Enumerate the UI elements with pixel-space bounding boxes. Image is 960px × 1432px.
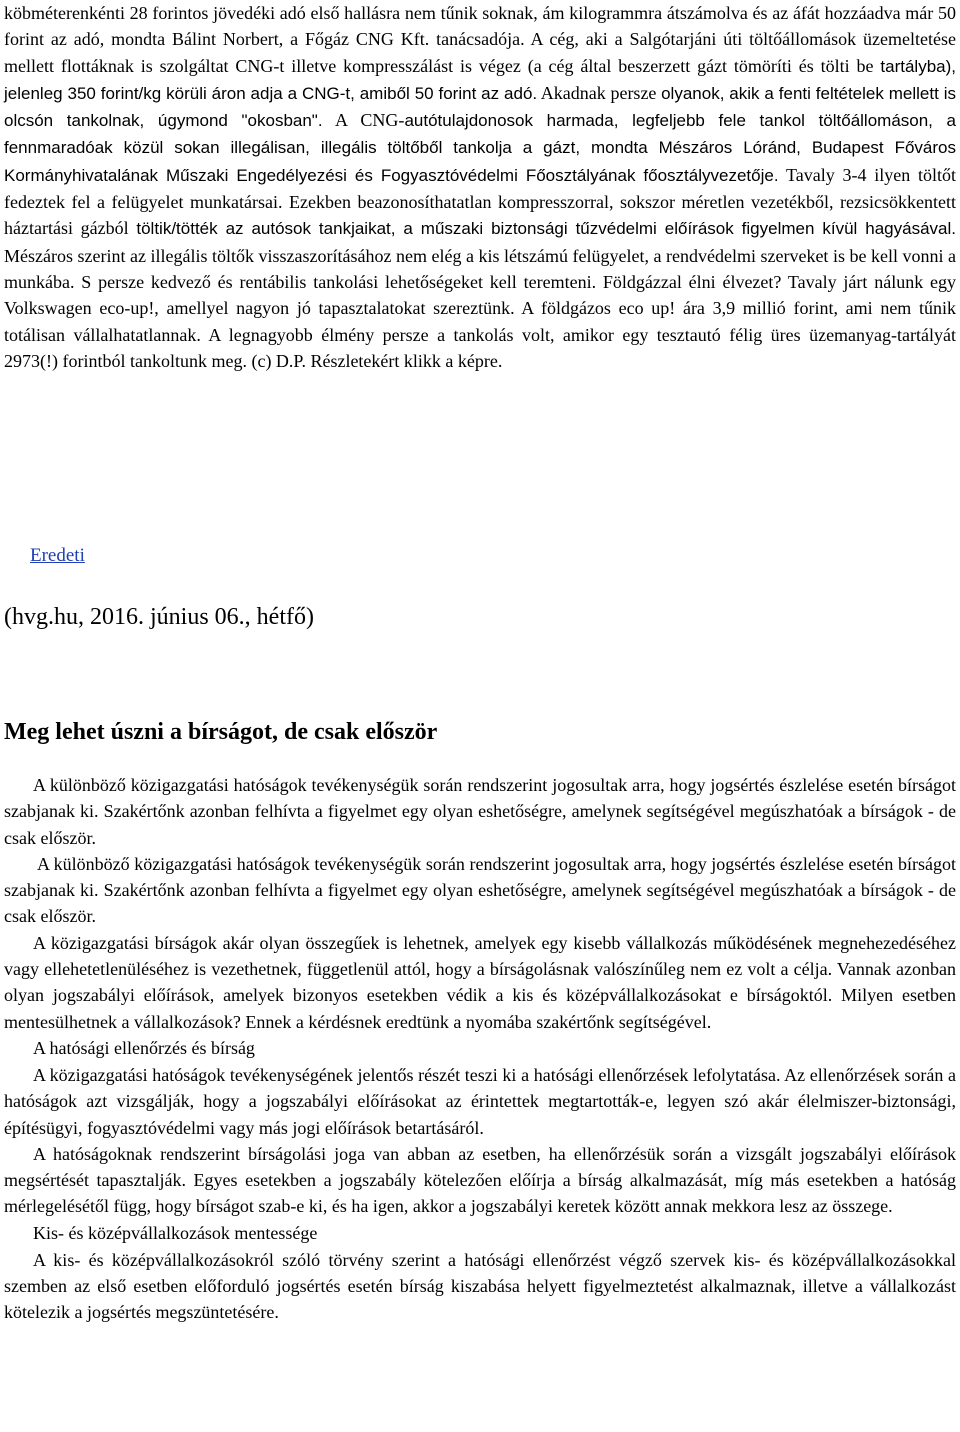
article-paragraph: A közigazgatási bírságok akár olyan összegűek is lehetnek, amelyek egy kisebb vállalkozás működésének megnehezedéséhez vagy ellehetetlenüléséhez is vezethetnek, függetlenül attól, hogy a bírságolásnak valószínűleg nem ez volt a célja. Vannak azonban olyan jogszabályi előírások, amelyek bizonyos esetekben védik a kis és középvállalkozásokat e bírságoktól. Milyen esetben mentesülhetnek a vállalkozások? Ennek a kérdésnek eredtünk a nyomába szakértőnk segítségével. xyxy=(4,932,956,1032)
lead-paragraph: A különböző közigazgatási hatóságok tevékenységük során rendszerint jogosultak arra, hogy jogsértés észlelése esetén bírságot szabjanak ki. Szakértőnk azonban felhívta a figyelmet egy olyan eshetőségre, amelynek segítségével megúszhatóak a bírságok - de csak először. xyxy=(4,853,956,927)
paragraph-text: A CNG- xyxy=(322,110,405,131)
paragraph-text: olyanok, akik a fenti feltételek mellett is olcsón tankolnak, úgymond "okosban". xyxy=(4,83,956,131)
original-article-link[interactable]: Eredeti xyxy=(30,545,85,566)
article-paragraph xyxy=(4,0,956,374)
paragraph-text: autótulajdonosok harmada, legfeljebb fele tankol töltőállomáson, a fennmaradóak közül sokan illegálisan, illegális töltőből tankolja a gázt, mondta Mészáros Lóránd, Budapest Főváros Kormányhivatalának Műszaki Engedélyezési és Fogyasztóvédelmi Főosztályának főosztályvezetője. xyxy=(4,111,957,185)
paragraph-text: Akadnak persze xyxy=(537,82,657,103)
article-paragraph: A kis- és középvállalkozásokról szóló törvény szerint a hatósági ellenőrzést végző szervek kis- és középvállalkozásokkal szemben az első esetben előforduló jogsértés esetén bírság kiszabása helyett figyelmeztetést alkalmaznak, illetve a vállalkozást kötelezik a jogsértés megszüntetésére. xyxy=(4,1249,956,1323)
article-body-cng xyxy=(4,0,956,374)
article-paragraph: A hatóságoknak rendszerint bírságolási joga van abban az esetben, ha ellenőrzésük során a vizsgált jogszabályi előírások megsértését tapasztalják. Egyes esetekben a jogszabály kötelezően előírja a bírság alkalmazását, míg más esetekben a hatóság mérlegelésétől függ, hogy bírságot szab-e ki, és ha igen, akkor a jogszabályi keretek között annak mekkora lesz az összege. xyxy=(4,1143,956,1217)
lead-paragraph: A különböző közigazgatási hatóságok tevékenységük során rendszerint jogosultak arra, hogy jogsértés észlelése esetén bírságot szabjanak ki. Szakértőnk azonban felhívta a figyelmet egy olyan eshetőségre, amelynek segítségével megúszhatóak a bírságok - de csak először. xyxy=(4,775,956,848)
section-subheading: Kis- és középvállalkozások mentessége xyxy=(33,1222,318,1243)
article-paragraph: A közigazgatási hatóságok tevékenységének jelentős részét teszi ki a hatósági ellenőrzések lefolytatása. Az ellenőrzések során a hatóságok azt vizsgálják, hogy a jogszabályi előírásokat az érintettek megtartották-e, legyen szó akár élelmiszer-biztonsági, építésügyi, fogyasztóvédelmi vagy más jogi előírások betartásáról. xyxy=(4,1064,956,1138)
paragraph-text: Tavaly 3-4 ilyen töltőt fedeztek fel a felügyelet munkatársai. Ezekben beazonosíthatatlan kompresszorral, sokszor méretlen vezetékből, rezsicsökkentett háztartási gázból xyxy=(4,164,956,239)
source-date-line: (hvg.hu, 2016. június 06., hétfő) xyxy=(4,604,314,630)
article-title: Meg lehet úszni a bírságot, de csak először xyxy=(4,719,438,745)
paragraph-text: töltik/tötték az autósok tankjaikat, a műszaki biztonsági tűzvédelmi előírások figyelmen kívül hagyásával. xyxy=(136,219,956,239)
paragraph-text: köbméterenkénti 28 forintos jövedéki adó első hallásra nem tűnik soknak, ám kilogrammra átszámolva és az áfát hozzáadva már 50 forint az adó, mondta Bálint Norbert, a Főgáz CNG Kft. tanácsadója. A cég, aki a Salgótarjáni úti töltőállomások üzemeltetése mellett flottáknak is szolgáltat CNG-t illetve kompresszálást is végez (a cég által beszerzett gázt tömöríti és tölti be xyxy=(4,3,956,76)
section-subheading: A hatósági ellenőrzés és bírság xyxy=(33,1037,255,1058)
paragraph-text: tartályba), jelenleg 350 forint/kg körüli áron adja a CNG-t, amiből 50 forint az adó. xyxy=(4,56,956,103)
article-body-fines xyxy=(4,772,956,1326)
paragraph-text: Mészáros szerint az illegális töltők visszaszorításához nem elég a kis létszámú felügyelet, a rendvédelmi szerveket is be kell vonni a munkába. S persze kedvező és rentábilis tankolási lehetőségeket kell teremteni. Földgázzal élni élvezet? Tavaly járt nálunk egy Volkswagen eco-up!, amellyel nagyon jó tapasztalatokat szereztünk. A földgázos eco up! ára 3,9 millió forint, ami nem tűnik totálisan vállalhatatlannak. A legnagyobb élmény persze a tankolás volt, amikor egy tesztautó félig üres üzemanyag-tartályát 2973(!) forintból tankoltunk meg. (c) D.P. Részletekért klikk a képre. xyxy=(4,245,956,371)
